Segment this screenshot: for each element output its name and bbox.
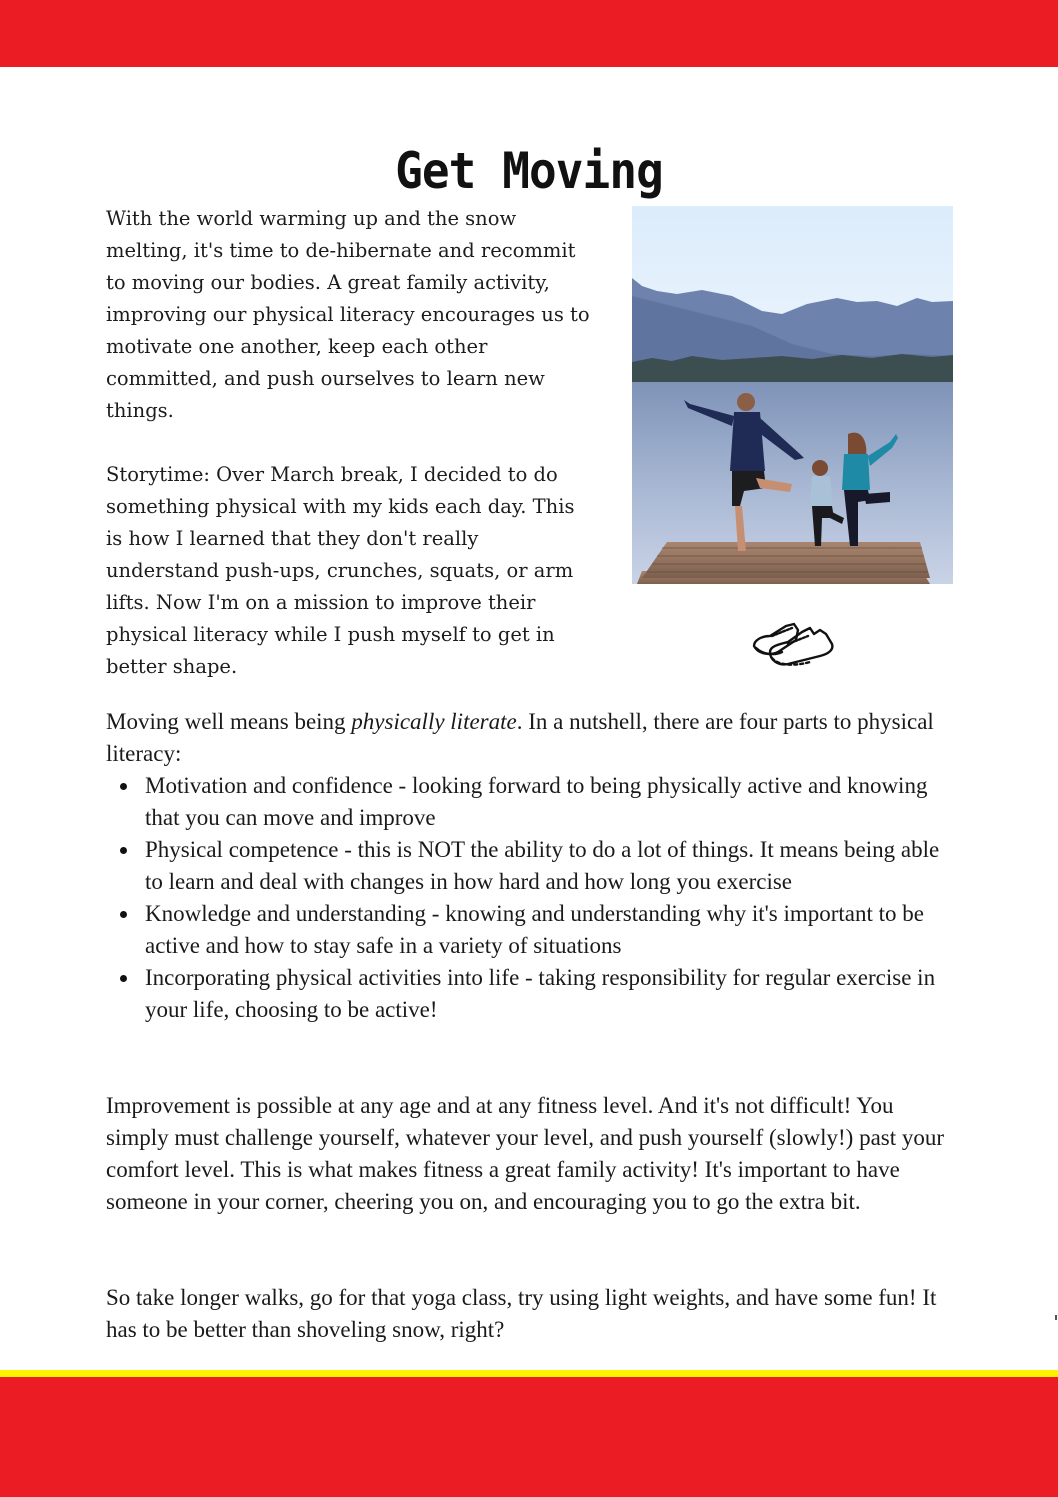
physical-literacy-section — [106, 706, 956, 1026]
list-item-text: Motivation and confidence - looking forward to being physically active and knowing that you can move and improve — [145, 773, 928, 830]
bullet-icon — [120, 847, 127, 854]
improvement-section — [106, 1090, 956, 1218]
list-item — [106, 962, 956, 1026]
edge-mark — [1055, 1315, 1057, 1320]
literacy-bullet-list — [106, 770, 956, 1026]
lead-text: Moving well means being — [106, 709, 352, 734]
intro-section — [106, 203, 596, 683]
bullet-icon — [120, 975, 127, 982]
top-banner — [0, 0, 1058, 67]
page-title: Get Moving — [395, 141, 663, 200]
footer-banner — [0, 1377, 1058, 1497]
list-item-text: Physical competence - this is NOT the ability to do a lot of things. It means being able to learn and deal with changes in how hard and how long you exercise — [145, 837, 940, 894]
family-yoga-photo — [632, 206, 953, 584]
closing-paragraph: So take longer walks, go for that yoga class, try using light weights, and have some fun! It has to be better than shoveling snow, right? — [106, 1285, 937, 1342]
storytime-paragraph: Storytime: Over March break, I decided to do something physical with my kids each day. This is how I learned that they don't really understand push-ups, crunches, squats, or arm lifts. Now I'm on a mission to improve their physical literacy while I push myself to get in better shape. — [106, 463, 575, 678]
lead-text-after: . In a nutshell, there are four parts to physical literacy: — [106, 709, 934, 766]
lead-emphasis: physically literate — [351, 709, 517, 734]
literacy-lead — [106, 706, 956, 770]
photo-illustration — [632, 206, 953, 584]
bullet-icon — [120, 783, 127, 790]
closing-section — [106, 1282, 956, 1346]
list-item — [106, 898, 956, 962]
improvement-paragraph: Improvement is possible at any age and at any fitness level. And it's not difficult! You simply must challenge yourself, whatever your level, and push yourself (slowly!) past your comfort level. This is what makes fitness a great family activity! It's important to have someone in your corner, cheering you on, and encouraging you to go the extra bit. — [106, 1093, 945, 1214]
list-item-text: Knowledge and understanding - knowing and understanding why it's important to be active and how to stay safe in a variety of situations — [145, 901, 924, 958]
sneakers-icon — [748, 616, 838, 676]
list-item — [106, 834, 956, 898]
footer-yellow-stripe — [0, 1370, 1058, 1377]
list-item-text: Incorporating physical activities into life - taking responsibility for regular exercise in your life, choosing to be active! — [145, 965, 936, 1022]
list-item — [106, 770, 956, 834]
bullet-icon — [120, 911, 127, 918]
intro-paragraph: With the world warming up and the snow melting, it's time to de-hibernate and recommit to moving our bodies. A great family activity, improving our physical literacy encourages us to motivate one another, keep each other committed, and push ourselves to learn new things. — [106, 207, 590, 422]
